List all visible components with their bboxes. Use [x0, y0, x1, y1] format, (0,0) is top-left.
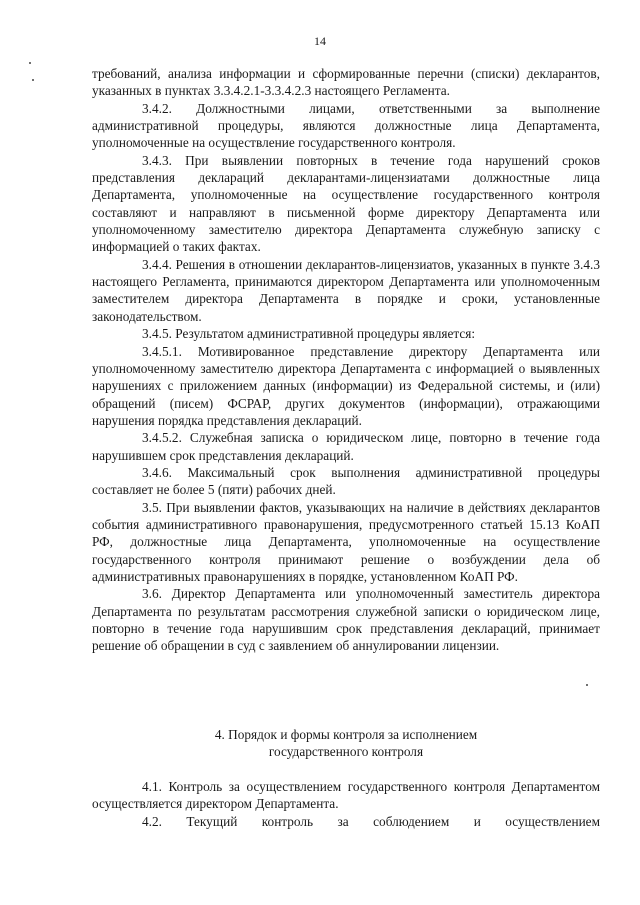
- paragraph: 3.5. При выявлении фактов, указывающих на наличие в действиях декларантов события административного правонарушения, предусмотренного статьей 15.13 КоАП РФ, должностные лица Департамента, уполномоченные на осуществление государственного контроля принимают решение о возбуждении дела об административных правонарушениях в порядке, установленном КоАП РФ.: [92, 499, 600, 584]
- scan-speck: [32, 79, 34, 81]
- paragraph: 3.4.3. При выявлении повторных в течение года нарушений сроков представления деклараций декларантами-лицензиатами должностные лица Департамента, уполномоченные на осуществление государственного контроля составляют и направляют в письменной форме директору Департамента или уполномоченному заместителю директора Департамента служебную записку с информацией о таких фактах.: [92, 152, 600, 255]
- scan-speck: [586, 684, 588, 686]
- paragraph: 3.4.5.2. Служебная записка о юридическом лице, повторно в течение года нарушившем срок представления деклараций.: [92, 430, 600, 463]
- paragraph: требований, анализа информации и сформированные перечни (списки) декларантов, указанных в пунктах 3.3.4.2.1-3.3.4.2.3 настоящего Регламента.: [92, 66, 600, 99]
- section-heading-line: 4. Порядок и формы контроля за исполнением: [214, 727, 478, 742]
- paragraph: 3.4.6. Максимальный срок выполнения административной процедуры составляет не более 5 (пяти) рабочих дней.: [92, 464, 600, 498]
- paragraph: 3.4.5. Результатом административной процедуры является:: [142, 326, 476, 342]
- body-text: [92, 65, 600, 655]
- paragraph: 3.4.2. Должностными лицами, ответственными за выполнение административной процедуры, являются должностные лица Департамента, уполномоченные на осуществление государственного контроля.: [92, 100, 600, 151]
- scan-speck: [29, 62, 31, 64]
- section-heading: [92, 726, 600, 761]
- section-body-text: [92, 778, 600, 830]
- paragraph: 4.1. Контроль за осуществлением государственного контроля Департаментом осуществляется директором Департамента.: [92, 779, 600, 812]
- paragraph: 4.2. Текущий контроль за соблюдением и осуществлением: [142, 813, 600, 829]
- paragraph: 3.4.4. Решения в отношении декларантов-лицензиатов, указанных в пункте 3.4.3 настоящего Регламента, принимаются директором Департамента или уполномоченным заместителем директора Департамента в порядке и сроки, установленные законодательством.: [92, 256, 600, 324]
- paragraph: 3.4.5.1. Мотивированное представление директору Департамента или уполномоченному заместителю директора Департамента с информацией о выявленных нарушениях с приложением данных (информации) из Федеральной системы, и (или) обращений (писем) ФСРАР, других документов (информации), отражающими нарушения порядка представления деклараций.: [92, 343, 600, 428]
- page-number: 14: [314, 34, 326, 48]
- section-heading-line: государственного контроля: [268, 744, 424, 760]
- paragraph: 3.6. Директор Департамента или уполномоченный заместитель директора Департамента по результатам рассмотрения служебной записки о юридическом лице, повторно в течение года нарушившим срок представления деклараций, принимает решение об обращении в суд с заявлением об аннулировании лицензии.: [92, 586, 600, 654]
